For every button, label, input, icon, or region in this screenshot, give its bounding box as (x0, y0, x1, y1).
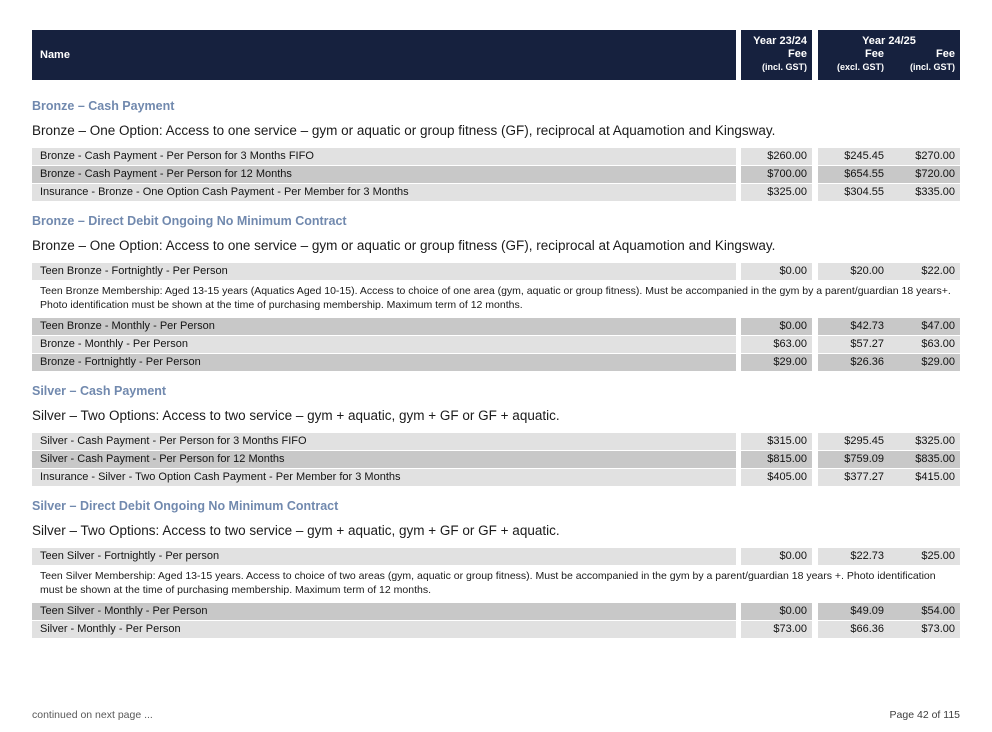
fee-year-24-25-excl-cell: $654.55 (844, 168, 884, 180)
fee-year-24-25-excl-cell: $304.55 (844, 186, 884, 198)
fee-year-23-24-cell: $405.00 (741, 469, 812, 486)
fee-year-24-25-excl-cell: $26.36 (850, 356, 884, 368)
fee-row (32, 166, 960, 183)
year-24-25-gst-incl-label: (incl. GST) (910, 62, 955, 72)
fee-year-23-24-cell: $700.00 (741, 166, 812, 183)
fee-year-24-25-excl-cell: $377.27 (844, 471, 884, 483)
membership-note: Teen Silver Membership: Aged 13-15 years. Access to choice of two areas (gym, aquatic or group fitness). Must be accompanied in the gym by a parent/guardian 18 years +. Photo identification must be shown at the time of purchasing membership. Maximum term of 12 months. (32, 566, 960, 602)
fee-year-24-25-incl-cell: $73.00 (921, 623, 955, 635)
fee-year-23-24-cell: $260.00 (741, 148, 812, 165)
section-intro: Bronze – One Option: Access to one service – gym or aquatic or group fitness (GF), reciprocal at Aquamotion and Kingsway. (32, 238, 776, 253)
fee-section (32, 100, 960, 201)
fee-name-cell: Silver - Cash Payment - Per Person for 3 Months FIFO (32, 433, 736, 450)
fee-name-cell: Teen Silver - Fortnightly - Per person (32, 548, 736, 565)
year-23-24-gst-label: (incl. GST) (762, 62, 807, 72)
fee-year-24-25-incl-cell: $29.00 (921, 356, 955, 368)
year-24-25-label: Year 24/25 (862, 35, 916, 47)
year-24-25-gst-excl-label: (excl. GST) (836, 62, 884, 72)
section-heading: Silver – Cash Payment (32, 384, 167, 398)
fee-year-24-25-incl-cell: $325.00 (915, 435, 955, 447)
fee-table (32, 548, 960, 638)
fee-year-24-25-cells (818, 469, 960, 486)
year-23-24-fee-label: Fee (788, 48, 807, 60)
year-24-25-incl-column (889, 48, 960, 74)
fee-year-24-25-cells (818, 336, 960, 353)
fee-table (32, 263, 960, 371)
fee-year-24-25-excl-cell: $20.00 (850, 265, 884, 277)
fee-name-cell: Teen Silver - Monthly - Per Person (32, 603, 736, 620)
fee-row (32, 318, 960, 335)
fee-row (32, 433, 960, 450)
fee-year-23-24-cell: $325.00 (741, 184, 812, 201)
fee-year-24-25-cells (818, 148, 960, 165)
fee-row (32, 336, 960, 353)
fee-year-24-25-incl-cell: $63.00 (921, 338, 955, 350)
fee-section (32, 385, 960, 486)
fee-year-24-25-excl-cell: $22.73 (850, 550, 884, 562)
fee-section (32, 215, 960, 371)
fee-row (32, 621, 960, 638)
fee-row (32, 603, 960, 620)
fee-year-24-25-cells (818, 451, 960, 468)
year-24-25-excl-column (818, 48, 889, 74)
fee-year-23-24-cell: $0.00 (741, 318, 812, 335)
fee-year-23-24-cell: $29.00 (741, 354, 812, 371)
fee-table (32, 433, 960, 486)
page-number-text: Page 42 of 115 (889, 709, 960, 721)
section-heading: Silver – Direct Debit Ongoing No Minimum Contract (32, 499, 339, 513)
fee-row (32, 451, 960, 468)
column-header-year-23-24 (741, 30, 812, 80)
fee-year-24-25-excl-cell: $42.73 (850, 320, 884, 332)
section-heading: Bronze – Cash Payment (32, 99, 175, 113)
fee-year-24-25-cells (818, 433, 960, 450)
fee-name-cell: Bronze - Cash Payment - Per Person for 12 Months (32, 166, 736, 183)
document-page (32, 30, 960, 638)
continued-on-next-page-text: continued on next page ... (32, 709, 153, 721)
fee-year-24-25-excl-cell: $49.09 (850, 605, 884, 617)
fee-table (32, 148, 960, 201)
fee-name-cell: Insurance - Silver - Two Option Cash Payment - Per Member for 3 Months (32, 469, 736, 486)
year-24-25-fee-incl-label: Fee (936, 48, 955, 60)
fee-name-cell: Insurance - Bronze - One Option Cash Payment - Per Member for 3 Months (32, 184, 736, 201)
column-header-name: Name (32, 30, 736, 80)
fee-year-24-25-incl-cell: $47.00 (921, 320, 955, 332)
fee-name-cell: Silver - Cash Payment - Per Person for 12 Months (32, 451, 736, 468)
section-intro: Bronze – One Option: Access to one service – gym or aquatic or group fitness (GF), reciprocal at Aquamotion and Kingsway. (32, 123, 776, 138)
fee-row (32, 354, 960, 371)
fee-name-cell: Bronze - Monthly - Per Person (32, 336, 736, 353)
fee-name-cell: Silver - Monthly - Per Person (32, 621, 736, 638)
fee-year-24-25-incl-cell: $270.00 (915, 150, 955, 162)
fee-row (32, 548, 960, 565)
fee-year-24-25-cells (818, 621, 960, 638)
section-heading: Bronze – Direct Debit Ongoing No Minimum Contract (32, 214, 347, 228)
fee-name-cell: Bronze - Cash Payment - Per Person for 3 Months FIFO (32, 148, 736, 165)
fee-year-23-24-cell: $0.00 (741, 548, 812, 565)
fee-year-24-25-incl-cell: $22.00 (921, 265, 955, 277)
fee-row (32, 148, 960, 165)
section-intro: Silver – Two Options: Access to two service – gym + aquatic, gym + GF or GF + aquatic. (32, 523, 560, 538)
fee-year-24-25-cells (818, 318, 960, 335)
fee-row (32, 184, 960, 201)
table-header (32, 30, 960, 80)
fee-year-24-25-incl-cell: $54.00 (921, 605, 955, 617)
fee-year-24-25-incl-cell: $335.00 (915, 186, 955, 198)
fee-name-cell: Teen Bronze - Fortnightly - Per Person (32, 263, 736, 280)
fee-year-24-25-incl-cell: $835.00 (915, 453, 955, 465)
fee-row (32, 263, 960, 280)
column-header-year-24-25 (818, 30, 960, 80)
fee-year-24-25-incl-cell: $25.00 (921, 550, 955, 562)
fee-year-24-25-cells (818, 354, 960, 371)
fee-schedule-body (32, 100, 960, 638)
fee-year-24-25-incl-cell: $720.00 (915, 168, 955, 180)
fee-year-24-25-incl-cell: $415.00 (915, 471, 955, 483)
fee-year-23-24-cell: $63.00 (741, 336, 812, 353)
year-23-24-label: Year 23/24 (753, 35, 807, 47)
fee-year-23-24-cell: $315.00 (741, 433, 812, 450)
fee-name-cell: Teen Bronze - Monthly - Per Person (32, 318, 736, 335)
fee-year-24-25-cells (818, 263, 960, 280)
fee-section (32, 500, 960, 638)
fee-year-24-25-cells (818, 166, 960, 183)
fee-year-24-25-cells (818, 184, 960, 201)
page-footer (32, 709, 960, 721)
fee-year-24-25-excl-cell: $759.09 (844, 453, 884, 465)
fee-year-23-24-cell: $815.00 (741, 451, 812, 468)
fee-year-23-24-cell: $73.00 (741, 621, 812, 638)
fee-year-24-25-excl-cell: $66.36 (850, 623, 884, 635)
fee-year-23-24-cell: $0.00 (741, 603, 812, 620)
fee-year-24-25-excl-cell: $245.45 (844, 150, 884, 162)
fee-row (32, 469, 960, 486)
section-intro: Silver – Two Options: Access to two service – gym + aquatic, gym + GF or GF + aquatic. (32, 408, 560, 423)
year-24-25-fee-excl-label: Fee (865, 48, 884, 60)
fee-year-24-25-cells (818, 548, 960, 565)
fee-year-24-25-cells (818, 603, 960, 620)
fee-year-24-25-excl-cell: $295.45 (844, 435, 884, 447)
fee-name-cell: Bronze - Fortnightly - Per Person (32, 354, 736, 371)
membership-note: Teen Bronze Membership: Aged 13-15 years (Aquatics Aged 10-15). Access to choice of one area (gym, aquatic or group fitness). Must be accompanied in the gym by a parent/guardian 18 years+. Photo identification must be shown at the time of purchasing membership. Maximum term of 12 months. (32, 281, 960, 317)
fee-year-24-25-excl-cell: $57.27 (850, 338, 884, 350)
fee-year-23-24-cell: $0.00 (741, 263, 812, 280)
